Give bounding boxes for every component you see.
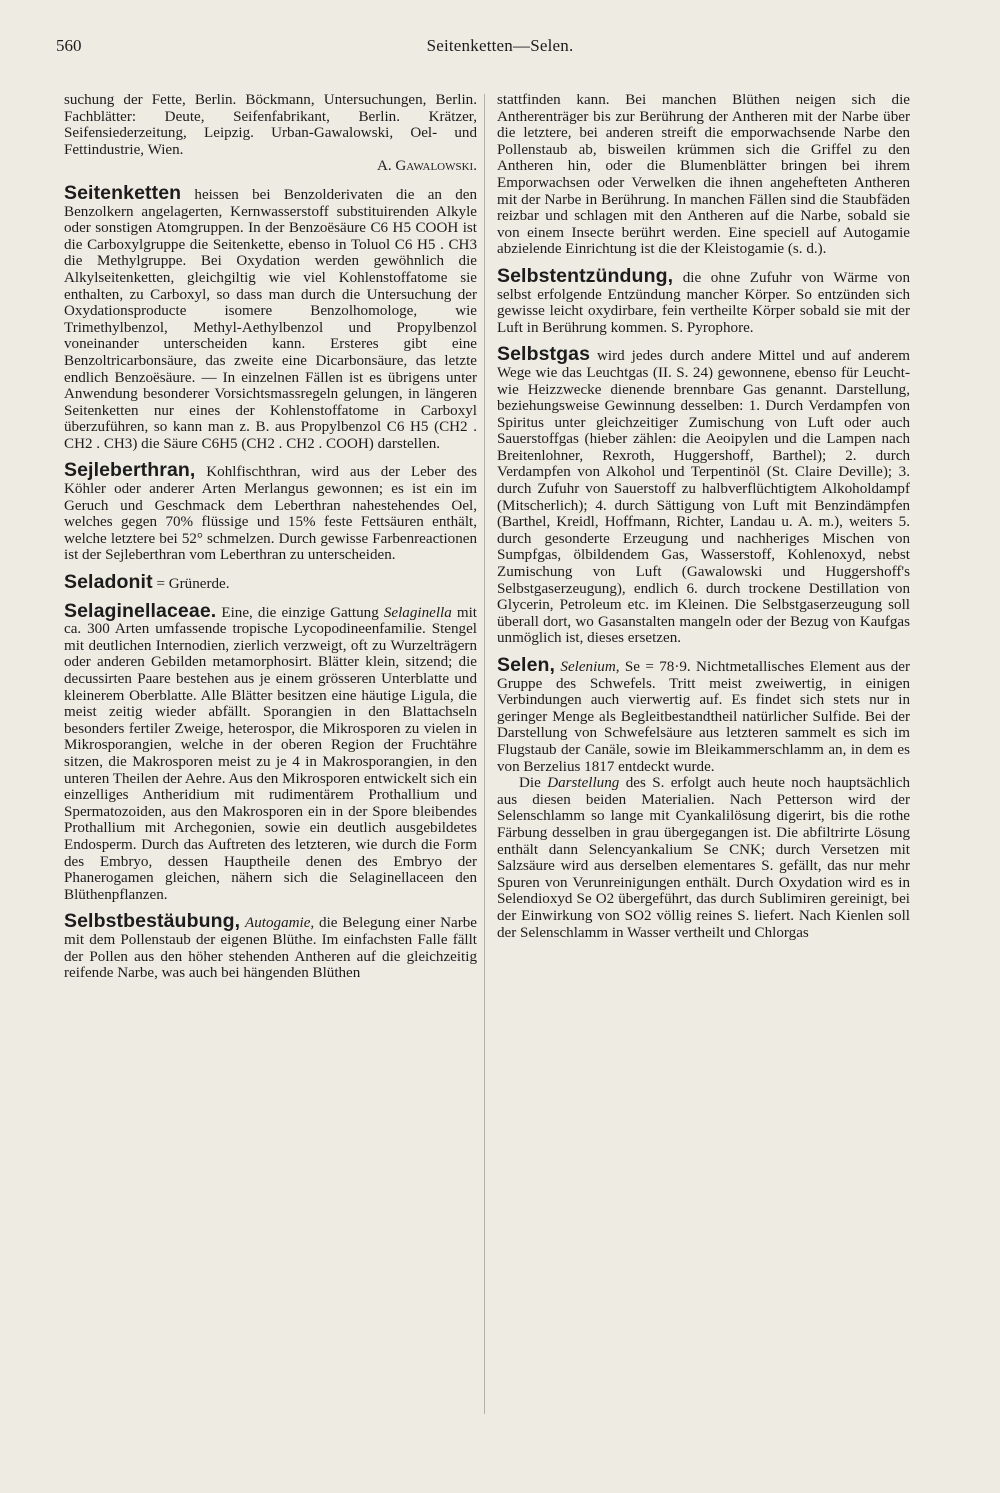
left-column — [64, 92, 477, 1472]
continued-bibliography: suchung der Fette, Berlin. Böckmann, Untersuchungen, Berlin. Fachblätter: Deute, Seifenfabrikant, Berlin. Krätzer, Seifensiederzeitung, Leipzig. Urban-Gawalowski, Oel- und Fettindustrie, Wien. — [64, 92, 477, 158]
entry-selaginellaceae — [64, 599, 477, 904]
headword: Seladonit — [64, 571, 153, 594]
entry-sejleberthran — [64, 459, 477, 564]
headword: Selaginellaceae. — [64, 599, 217, 622]
entry-selbstgas — [497, 343, 910, 647]
entry-selen — [497, 654, 910, 941]
author-signature: A. Gawalowski. — [376, 158, 477, 175]
paragraph-start: Die — [519, 775, 548, 792]
continued-definition: stattfinden kann. Bei manchen Blüthen neigen sich die Antherenträger bis zur Berührung der Antheren mit der Narbe über die letztere, bei anderen streift die emporwachsende Narbe den Pollenstaub ab, bisweilen krümmen sich die Griffel zu den Antheren hin, oder die Blumenblätter bringen bei ihrem Emporwachsen oder Verwelken die ihnen angehefteten Antheren mit der Narbe in Berührung. In manchen Fällen sind die Staubfäden reizbar und schlagen mit den Antheren auf die Narbe, sobald sie von einem Insecte berührt werden. Eine speciell auf Autogamie abzielende Einrichtung ist die der Kleistogamie (s. d.). — [497, 92, 910, 258]
continued-entry-text — [64, 92, 477, 175]
entry-selbstentzuendung — [497, 264, 910, 336]
headword: Selbstgas — [497, 343, 591, 366]
column-divider — [484, 94, 485, 1414]
genus-name: Selaginella — [383, 604, 452, 621]
page-header — [56, 36, 944, 62]
headword: Selbstentzündung, — [497, 264, 674, 287]
entry-seitenketten — [64, 181, 477, 453]
headword: Selbstbestäubung, — [64, 910, 241, 933]
continued-entry-text — [497, 92, 910, 258]
paragraph-body: des S. erfolgt auch heute noch hauptsächlich aus diesen beiden Materialien. Nach Petterson wird der Selenschlamm so lange mit Cyankalilösung digerirt, bis die rothe Färbung desselben in grau übergegangen ist. Die abfiltrirte Lösung enthält dann Selencyankalium Se CNK; durch Versetzen mit Salzsäure wird aus derselben elementares S. gefällt, das nur mehr Spuren von Verunreinigungen enthält. Durch Oxydation wird es in Selendioxyd Se O2 übergeführt, das durch Sublimiren gereinigt, bei der Einwirkung von SO2 völlig reines S. liefert. Nach Kienlen soll der Selenschlamm in Wasser vertheilt und Chlorgas — [497, 775, 910, 941]
definition-part: Eine, die einzige Gattung — [216, 604, 384, 621]
definition: Kohlfischthran, wird aus der Leber des Köhler oder anderer Arten Merlangus gewonnen; es ist ein im Geruch und Geschmack dem Leberthran nahestehendes Oel, welches gegen 70% flüssige und 15% feste Fettsäuren enthält, welche letztere bei 52° schmelzen. Durch gewisse Farbenreactionen ist der Sejleberthran vom Leberthran zu unterscheiden. — [64, 464, 477, 564]
definition: heissen bei Benzolderivaten die an den Benzolkern angelagerten, Kernwasserstoff substituirenden Alkyle oder sonstigen Atomgruppen. In der Benzoësäure C6 H5 COOH ist die Carboxylgruppe die Seitenkette, ebenso in Toluol C6 H5 . CH3 die Methylgruppe. Bei Oxydation werden gewöhnlich die Alkylseitenketten, gleichgiltig wie viel Kohlenstoffatome sie enthalten, zu Carboxyl, so dass man durch die Untersuchung der Oxydationsproducte isomere Benzolhomologe, wie Trimethylbenzol, Methyl-Aethylbenzol und Propylbenzol voneinander unterscheiden kann. Ersteres gibt eine Benzoltricarbonsäure, das zweite eine Dicarbonsäure, das letzte endlich Benzoësäure. — In einzelnen Fällen ist es übrigens unter Anwendung besonderer Vorsichtsmassregeln gelungen, in längeren Seitenketten nur eines der Kohlenstoffatome in Carboxyl überzuführen, so kann man z. B. aus Propylbenzol C6 H5 (CH2 . CH2 . CH3) die Säure C6H5 (CH2 . CH2 . COOH) darstellen. — [64, 186, 477, 452]
definition: die Belegung einer Narbe mit dem Pollenstaub der eigenen Blüthe. Im einfachsten Falle fällt der Pollen aus den höher stehenden Antheren auf die gleichzeitig reifende Narbe, was auch bei hängenden Blüthen — [64, 915, 477, 982]
definition-paragraph — [497, 775, 910, 941]
headword: Seitenketten — [64, 181, 182, 204]
definition-part: mit ca. 300 Arten umfassende tropische Lycopodineenfamilie. Stengel mit deutlichen Internodien, zierlich verzweigt, oft zu Wurzelträgern oder anderen Gebilden metamorphosirt. Blätter klein, sitzend; die decussirten Paare bestehen aus je einem grösseren Unterblatte und kleinerem Oberblatte. Alle Blätter besitzen eine häutige Ligula, die meist zeitig wieder abfällt. Sporangien in den Blattachseln besonders fertiler Zweige, heterospor, die Mikrosporen zu vielen in Mikrosporangien, welche in der oberen Region der Fruchtähre sitzen, die Makrosporen meist zu je 4 in Makrosporangien, in den unteren Theilen der Aehre. Aus den Mikrosporen entwickelt sich ein einzelliges Antheridium mit rudimentärem Prothallium und Spermatozoiden, aus den Makrosporen ein in der Spore bleibendes Prothallium mit Archegonien, sowie ein deutlich ausgebildetes Endosperm. Durch das Auftreten des letzteren, wie durch die Form des Embryo, dessen Hauptheile denen des Embryo der Phanerogamen gleichen, nähern sich die Selaginellaceen den Blüthenpflanzen. — [64, 604, 477, 903]
definition: wird jedes durch andere Mittel und auf anderem Wege wie das Leuchtgas (II. S. 24) gewonnene, ebenso für Leucht- wie Heizzwecke dienende brennbare Gas genannt. Darstellung, beziehungsweise Gewinnung desselben: 1. Durch Verdampfen von Spiritus unter gleichzeitiger Zumischung von Luft oder auch Sauerstoffgas (hieber zählen: die Aeoipylen und die Lampen nach Breitenlohner, Rexroth, Huggershoff, Barthel); 2. durch Verdampfen von Alkohol und Terpentinöl (St. Claire Deville); 3. durch Zufuhr von Sauerstoff zu halbverflüchtigtem Alkoholdampf (Mitscherlich); 4. durch Sättigung von Luft mit Benzindämpfen (Barthel, Kreidl, Hoffmann, Richter, Landau u. A. m.), weiters 5. durch gesonderte Erzeugung und nachheriges Mischen von Sumpfgas, ölbildendem Gas, Wasserstoff, Kohlenoxyd, nebst Zumischung von Luft (Gawalowski und Huggershoff's Selbstgaserzeugung), endlich 6. durch trockene Destillation von Glycerin, Petroleum etc. im Kleinen. Die Selbstgaserzeugung soll überall dort, wo Gasanstalten mangeln oder der Bezug von Kaufgas unmöglich ist, dieses ersetzen. — [497, 348, 910, 647]
running-title: Seitenketten—Selen. — [426, 36, 574, 55]
headword: Selen, — [497, 654, 556, 676]
right-column — [497, 92, 910, 1472]
entry-seladonit — [64, 571, 477, 594]
definition: die ohne Zufuhr von Wärme von selbst erfolgende Entzündung mancher Körper. So entzünden sich gewisse leicht oxydirbare, fein vertheilte Körper sobald sie mit der Luft in Berührung kommen. S. Pyrophore. — [497, 269, 910, 336]
entry-selbstbestaeubung — [64, 910, 477, 982]
emphasis-darstellung: Darstellung — [547, 775, 620, 792]
headword: Sejleberthran, — [64, 459, 196, 482]
latin-name: Selenium, — [560, 659, 620, 675]
page-number: 560 — [56, 36, 82, 55]
definition: Se = 78·9. Nichtmetallisches Element aus der Gruppe des Schwefels. Tritt meist zweiwertig, in einigen Verbindungen auch vierwertig auf. Es findet sich stets nur in geringer Menge als Begleitbestandtheil natürlicher Sulfide. Bei der Darstellung von Schwefelsäure aus letzteren sammelt es sich im Flugstaub der Canäle, sowie im Bleikammerschlamm an, in dem es von Berzelius 1817 entdeckt wurde. — [497, 659, 910, 775]
definition: = Grünerde. — [152, 576, 230, 593]
synonym: Autogamie, — [245, 915, 315, 932]
